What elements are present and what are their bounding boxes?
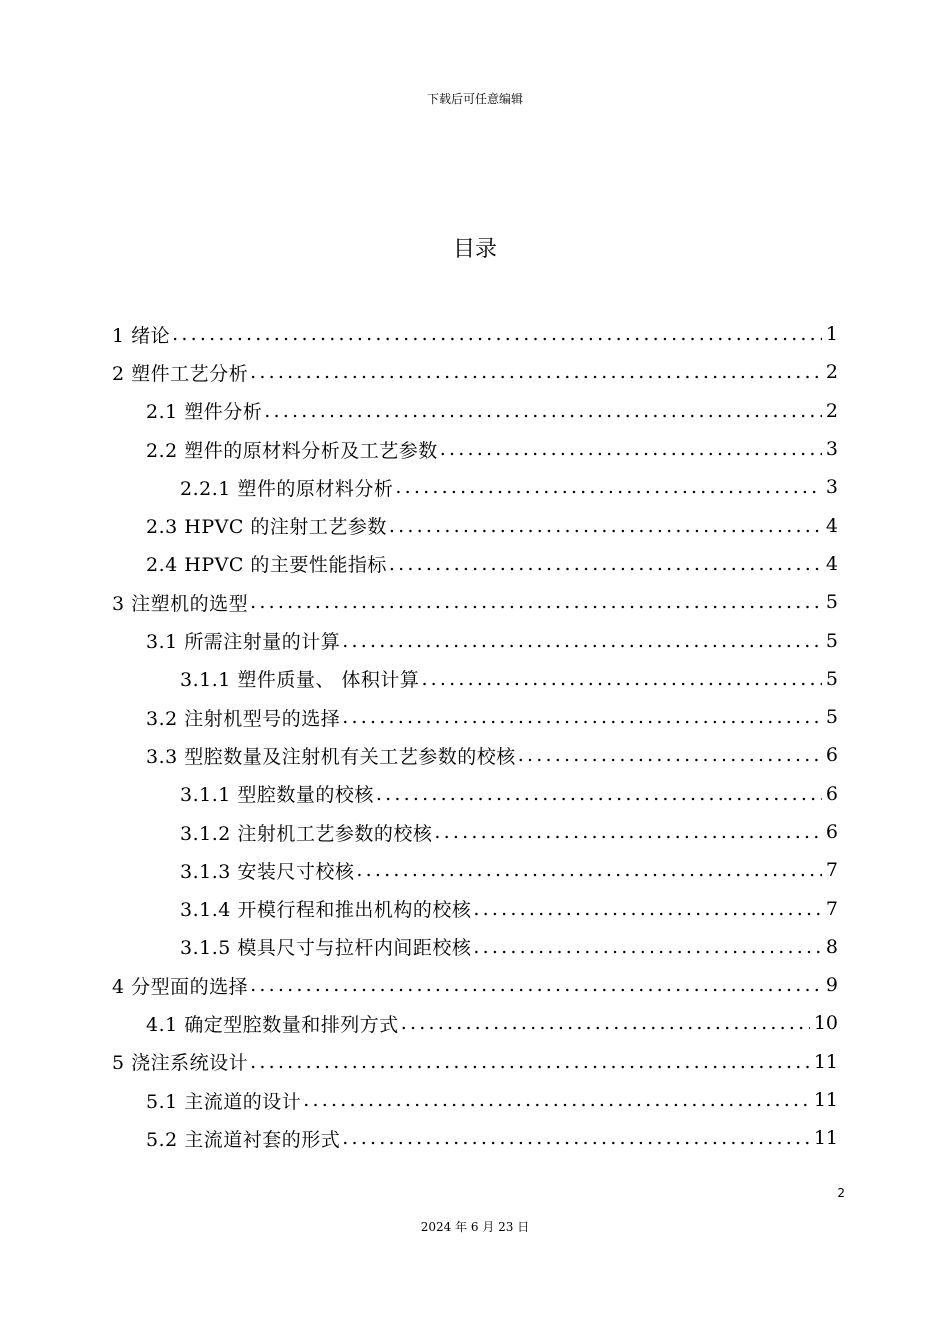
toc-entry[interactable] bbox=[112, 1119, 838, 1157]
toc-entry-page: 11 bbox=[813, 1127, 838, 1150]
toc-entry-page: 10 bbox=[813, 1012, 838, 1035]
toc-leader-dots bbox=[389, 515, 822, 537]
toc-entry[interactable] bbox=[112, 1043, 838, 1081]
toc-entry-label: 2.2.1 塑件的原材料分析 bbox=[180, 477, 394, 500]
toc-entry-label: 2.2 塑件的原材料分析及工艺参数 bbox=[146, 439, 438, 462]
toc-entry[interactable] bbox=[112, 966, 838, 1004]
toc-leader-dots bbox=[421, 668, 821, 690]
toc-leader-dots bbox=[250, 361, 822, 383]
toc-entry-page: 7 bbox=[825, 859, 838, 882]
toc-entry-label: 2.4 HPVC 的主要性能指标 bbox=[146, 554, 387, 577]
toc-entry[interactable] bbox=[112, 660, 838, 698]
toc-entry-page: 3 bbox=[825, 438, 838, 461]
toc-entry[interactable] bbox=[112, 392, 838, 430]
toc-entry[interactable] bbox=[112, 928, 838, 966]
toc-entry-label: 3.3 型腔数量及注射机有关工艺参数的校核 bbox=[146, 745, 516, 768]
toc-entry-page: 5 bbox=[825, 706, 838, 729]
toc-entry-page: 4 bbox=[825, 514, 838, 537]
toc-entry-label: 4.1 确定型腔数量和排列方式 bbox=[146, 1013, 399, 1036]
page-footer-date: 2024 年 6 月 23 日 bbox=[420, 1220, 530, 1234]
toc-entry-page: 8 bbox=[825, 935, 838, 958]
table-of-contents bbox=[112, 315, 838, 1158]
toc-entry-page: 6 bbox=[825, 821, 838, 843]
toc-entry[interactable] bbox=[112, 813, 838, 851]
toc-entry-page: 9 bbox=[825, 974, 838, 997]
page-title: 目录 bbox=[452, 237, 497, 262]
toc-leader-dots bbox=[342, 706, 822, 728]
page-number: 2 bbox=[837, 1186, 845, 1200]
toc-leader-dots bbox=[356, 859, 822, 881]
toc-entry-label: 3.1.3 安装尺寸校核 bbox=[180, 860, 355, 883]
toc-entry-label: 2 塑件工艺分析 bbox=[112, 362, 249, 385]
toc-leader-dots bbox=[172, 323, 822, 345]
toc-leader-dots bbox=[250, 974, 822, 996]
page-header: 下载后可任意编辑 bbox=[426, 92, 523, 106]
toc-entry[interactable] bbox=[112, 506, 838, 544]
toc-entry-page: 5 bbox=[825, 667, 838, 690]
toc-entry[interactable] bbox=[112, 468, 838, 506]
toc-leader-dots bbox=[473, 936, 822, 958]
toc-entry-label: 5.1 主流道的设计 bbox=[146, 1090, 302, 1113]
toc-entry[interactable] bbox=[112, 851, 838, 889]
toc-leader-dots bbox=[518, 744, 822, 766]
toc-entry-page: 11 bbox=[813, 1050, 838, 1073]
toc-entry[interactable] bbox=[112, 545, 838, 583]
toc-leader-dots bbox=[303, 1089, 810, 1111]
toc-leader-dots bbox=[342, 630, 822, 652]
toc-entry-page: 11 bbox=[813, 1089, 838, 1112]
toc-entry[interactable] bbox=[112, 430, 838, 468]
toc-entry[interactable] bbox=[112, 698, 838, 736]
toc-leader-dots bbox=[434, 821, 822, 843]
toc-entry-label: 5 浇注系统设计 bbox=[112, 1052, 249, 1075]
toc-entry-label: 3.1.1 塑件质量、 体积计算 bbox=[180, 669, 420, 692]
toc-entry-page: 2 bbox=[825, 361, 838, 384]
toc-entry-page: 6 bbox=[825, 782, 838, 805]
toc-leader-dots bbox=[264, 400, 822, 422]
toc-entry-page: 4 bbox=[825, 552, 838, 575]
toc-entry-page: 2 bbox=[825, 399, 838, 422]
toc-leader-dots bbox=[440, 438, 822, 460]
toc-entry[interactable] bbox=[112, 583, 838, 621]
toc-leader-dots bbox=[395, 476, 822, 498]
toc-entry-page: 6 bbox=[825, 744, 838, 767]
toc-entry-label: 3.1 所需注射量的计算 bbox=[146, 631, 341, 654]
toc-entry-label: 2.3 HPVC 的注射工艺参数 bbox=[146, 516, 387, 539]
toc-entry-label: 3.1.1 型腔数量的校核 bbox=[180, 784, 374, 807]
toc-entry[interactable] bbox=[112, 1004, 838, 1042]
toc-leader-dots bbox=[389, 553, 822, 575]
toc-entry-label: 3.1.4 开模行程和推出机构的校核 bbox=[180, 899, 472, 922]
toc-leader-dots bbox=[250, 1051, 810, 1073]
toc-entry-page: 3 bbox=[825, 476, 838, 499]
toc-entry-label: 4 分型面的选择 bbox=[112, 975, 249, 998]
toc-entry-label: 5.2 主流道衬套的形式 bbox=[146, 1128, 341, 1151]
toc-entry[interactable] bbox=[112, 353, 838, 391]
toc-entry-label: 3.1.5 模具尺寸与拉杆内间距校核 bbox=[180, 937, 472, 960]
toc-entry-page: 5 bbox=[825, 591, 838, 614]
toc-entry-page: 5 bbox=[825, 629, 838, 652]
toc-entry[interactable] bbox=[112, 1081, 838, 1119]
toc-entry[interactable] bbox=[112, 736, 838, 774]
toc-entry-page: 1 bbox=[825, 323, 838, 346]
toc-entry-label: 1 绪论 bbox=[112, 324, 171, 347]
toc-leader-dots bbox=[342, 1127, 810, 1149]
toc-leader-dots bbox=[376, 783, 822, 805]
toc-entry-label: 2.1 塑件分析 bbox=[146, 401, 263, 424]
toc-entry-label: 3.1.2 注射机工艺参数的校核 bbox=[180, 822, 433, 845]
toc-entry[interactable] bbox=[112, 775, 838, 813]
toc-entry[interactable] bbox=[112, 315, 838, 353]
toc-leader-dots bbox=[473, 898, 822, 920]
toc-entry-page: 7 bbox=[825, 897, 838, 920]
toc-leader-dots bbox=[250, 591, 822, 613]
toc-entry[interactable] bbox=[112, 621, 838, 659]
toc-leader-dots bbox=[401, 1012, 810, 1034]
toc-entry[interactable] bbox=[112, 889, 838, 927]
toc-entry-label: 3.2 注射机型号的选择 bbox=[146, 707, 341, 730]
toc-entry-label: 3 注塑机的选型 bbox=[112, 592, 249, 615]
